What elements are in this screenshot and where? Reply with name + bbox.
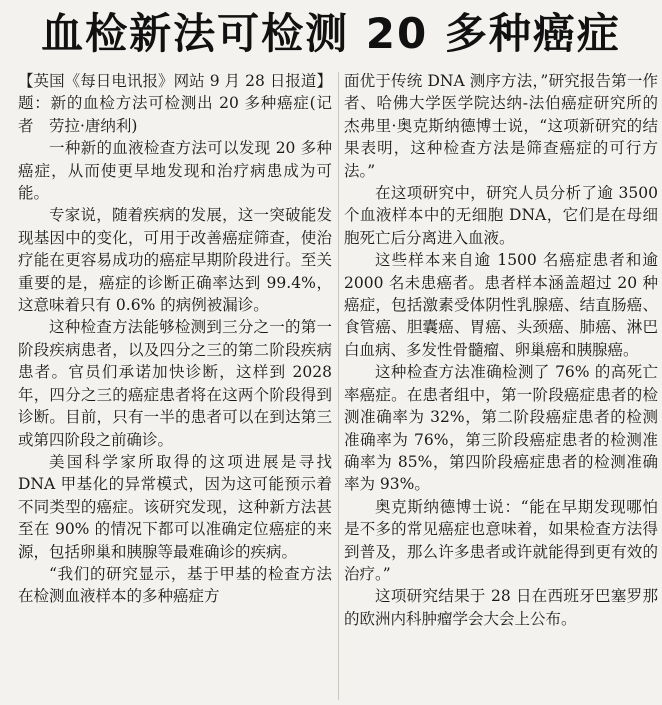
paragraph: 这种检查方法准确检测了 76% 的高死亡率癌症。在患者组中，第一阶段癌症患者的检测准确率为 32%，第二阶段癌症患者的检测准确率为 76%，第三阶段癌症患者的检测准确率为 85%，第四阶段癌症患者的检测准确率为 93%。 bbox=[344, 363, 658, 494]
paragraph: 这些样本来自逾 1500 名癌症患者和逾 2000 名未患癌者。患者样本涵盖超过 20 种癌症，包括激素受体阴性乳腺癌、结直肠癌、食管癌、胆囊癌、胃癌、头颈癌、肺癌、淋巴白血病、多发性骨髓瘤、卵巢癌和胰腺癌。 bbox=[344, 251, 658, 359]
paragraph-continuation: 面优于传统 DNA 测序方法，”研究报告第一作者、哈佛大学医学院达纳-法伯癌症研究所的杰弗里·奥克斯纳德博士说，“这项新研究的结果表明，这种检查方法是筛查癌症的可行方法。” bbox=[344, 72, 658, 180]
paragraph: 专家说，随着疾病的发展，这一突破能发现基因中的变化，可用于改善癌症筛查，使治疗能在更容易成功的癌症早期阶段进行。至关重要的是，癌症的诊断正确率达到 99.4%，这意味着只有 0.6% 的病例被漏诊。 bbox=[18, 206, 332, 315]
dateline: 【英国《每日电讯报》网站 9 月 28 日报道】题：新的血检方法可检测出 20 多种癌症(记者 劳拉·唐纳利) bbox=[18, 72, 332, 135]
paragraph: 在这项研究中，研究人员分析了逾 3500 个血液样本中的无细胞 DNA，它们是在母细胞死亡后分离进入血液。 bbox=[344, 184, 658, 247]
paragraph: 美国科学家所取得的这项进展是寻找 DNA 甲基化的异常模式，因为这可能预示着不同类型的癌症。该研究发现，这种新方法甚至在 90% 的情况下都可以准确定位癌症的来源，包括卵巢和胰腺等最难确诊的疾病。 bbox=[18, 452, 332, 561]
paragraph: 这种检查方法能够检测到三分之一的第一阶段疾病患者，以及四分之三的第二阶段疾病患者。官员们承诺加快诊断，这样到 2028 年，四分之三的癌症患者将在这两个阶段得到诊断。目前，只有一半的患者可以在到达第三或第四阶段之前确诊。 bbox=[18, 318, 332, 449]
paragraph: 这项研究结果于 28 日在西班牙巴塞罗那的欧洲内科肿瘤学会大会上公布。 bbox=[344, 587, 658, 628]
right-column bbox=[344, 70, 658, 705]
paragraph: 一种新的血液检查方法可以发现 20 多种癌症，从而使更早地发现和治疗病患成为可能。 bbox=[18, 139, 332, 203]
headline: 血检新法可检测 20 多种癌症 bbox=[41, 9, 621, 58]
column-divider bbox=[338, 72, 339, 700]
paragraph: “我们的研究显示，基于甲基的检查方法在检测血液样本的多种癌症方 bbox=[18, 564, 332, 606]
paragraph: 奥克斯纳德博士说：“能在早期发现哪怕是不多的常见癌症也意味着，如果检查方法得到普及，那么许多患者或许就能得到更有效的治疗。” bbox=[344, 497, 658, 583]
left-column bbox=[18, 70, 332, 705]
